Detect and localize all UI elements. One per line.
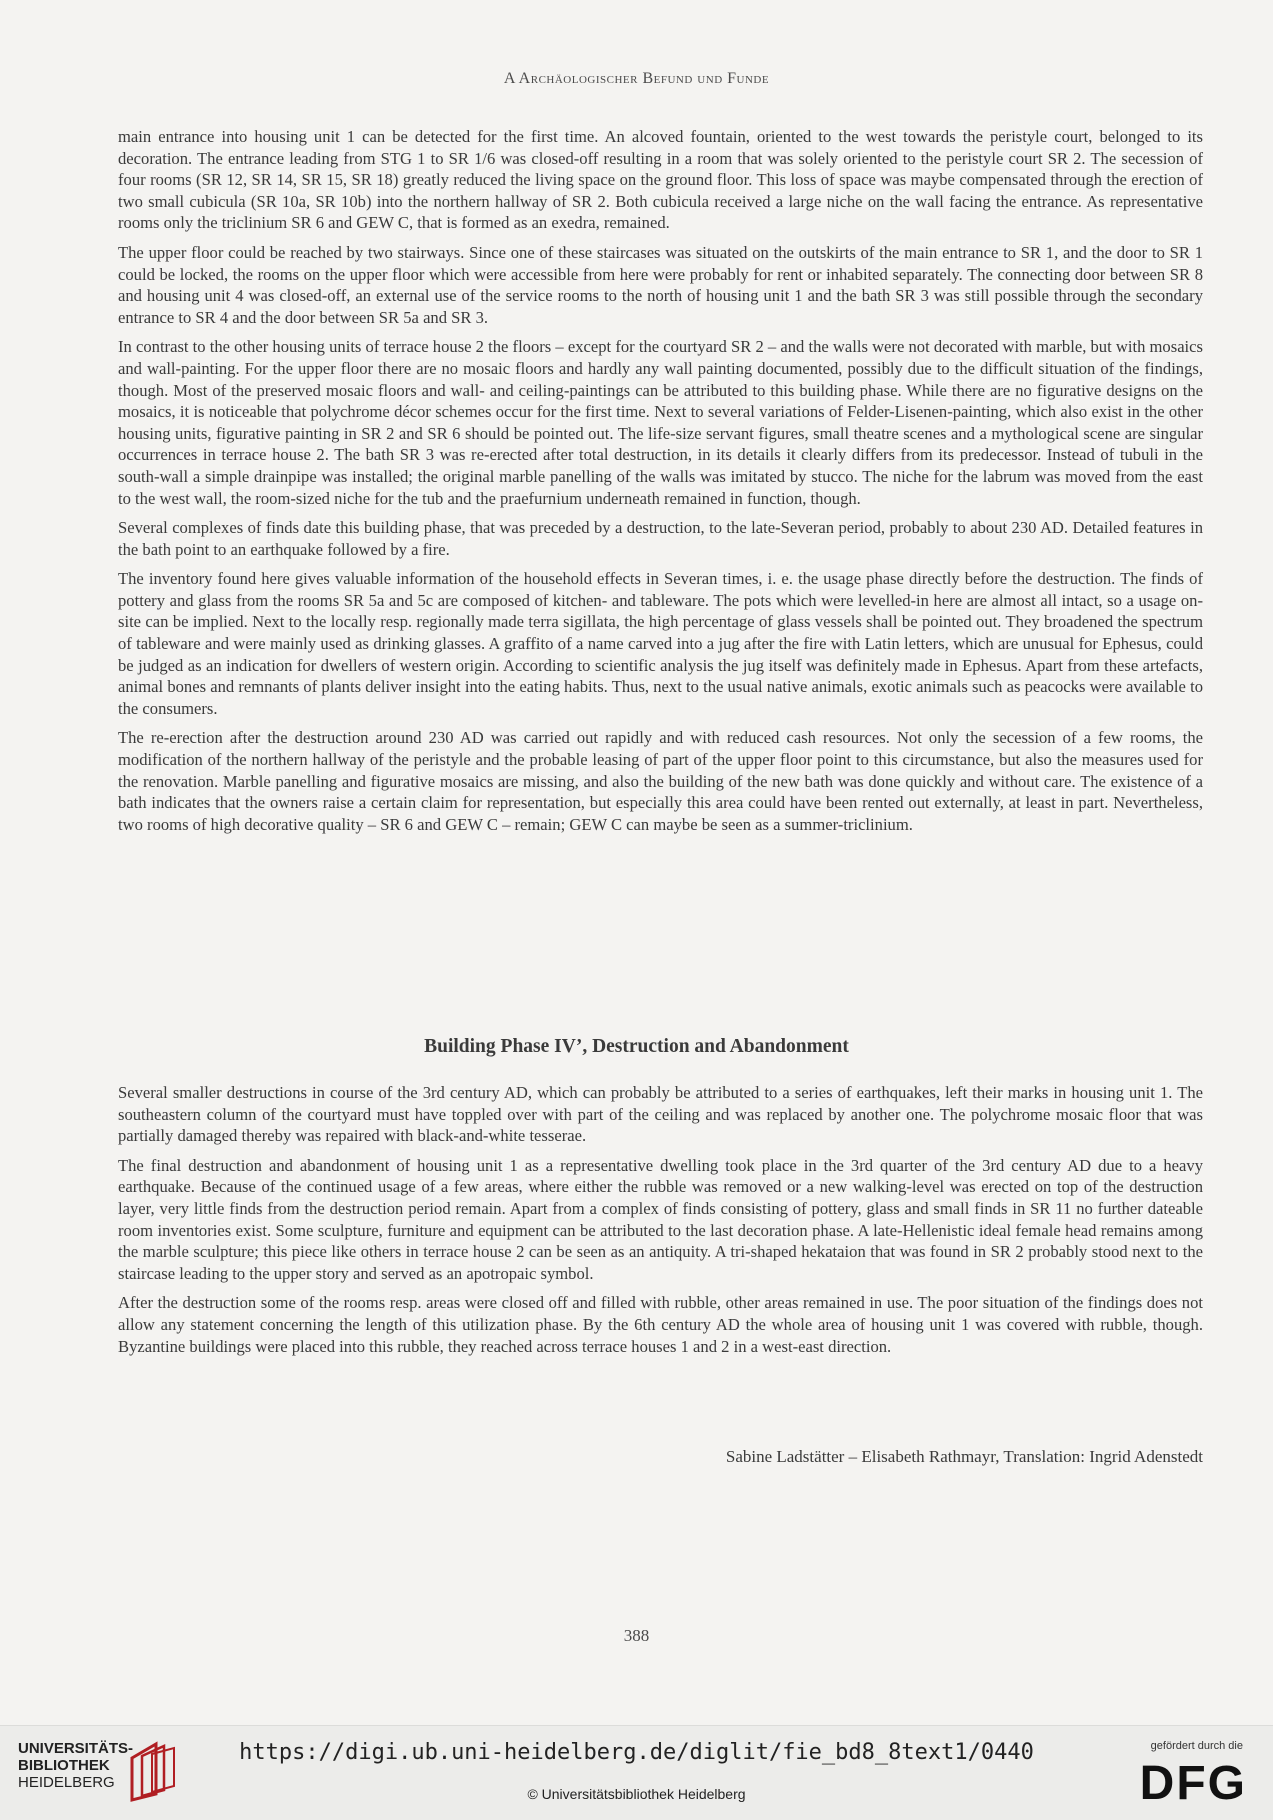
dfg-logo[interactable]: DFG	[1139, 1757, 1247, 1810]
page-number: 388	[623, 1626, 650, 1645]
paragraph: The final destruction and abandonment of housing unit 1 as a representative dwelling took place in the 3rd quarter of the 3rd century AD due to a heavy earthquake. Because of the continued usage of a few areas, where either the rubble was removed or a new walking-level was erected on top of the destruction layer, very little finds from the destruction period remain. Apart from a complex of finds consisting of pottery, glass and small finds in SR 11 no further dateable room inventories exist. Some sculpture, furniture and equipment can be attributed to the last decoration phase. A late-Hellenistic ideal female head remains among the marble sculpture; this piece like others in terrace house 2 can be seen as an antiquity. A tri-shaped hekataion that was found in SR 2 probably stood next to the staircase leading to the upper story and served as an apotropaic symbol.	[118, 1155, 1203, 1283]
funding-label: gefördert durch die	[1150, 1740, 1243, 1752]
body-text-section-1	[118, 126, 1203, 843]
paragraph: The inventory found here gives valuable information of the household effects in Severan times, i. e. the usage phase directly before the destruction. The finds of pottery and glass from the rooms SR 5a and 5c are composed of kitchen- and tableware. The pots which were levelled-in here are almost all intact, so a usage on-site can be implied. Next to the locally resp. regionally made terra sigillata, the high percentage of glass vessels shall be pointed out. They broadened the spectrum of tableware and were mainly used as drinking glasses. A graffito of a name carved into a jug after the fire with Latin letters, which are unusual for Ephesus, could be judged as an indication for dwellers of western origin. According to scientific analysis the jug itself was definitely made in Ephesus. Apart from these artefacts, animal bones and remnants of plants deliver insight into the eating habits. Thus, next to the usual native animals, exotic animals such as peacocks were available to the consumers.	[118, 569, 1203, 718]
library-name-line1: UNIVERSITÄTS-	[18, 1740, 134, 1757]
paragraph: After the destruction some of the rooms resp. areas were closed off and filled with rubble, other areas remained in use. The poor situation of the findings does not allow any statement concerning the length of this utilization phase. By the 6th century AD the whole area of housing unit 1 was covered with rubble, though. Byzantine buildings were placed into this rubble, they reached across terrace houses 1 and 2 in a west-east direction.	[118, 1293, 1203, 1356]
paragraph: Several smaller destructions in course of the 3rd century AD, which can probably be attributed to a series of earthquakes, left their marks in housing unit 1. The southeastern column of the courtyard must have toppled over with part of the ceiling and was replaced by another one. The polychrome mosaic floor that was partially damaged thereby was repaired with black-and-white tesserae.	[118, 1083, 1203, 1146]
paragraph: Several complexes of finds date this building phase, that was preceded by a destruction, to the late-Severan period, probably to about 230 AD. Detailed features in the bath point to an earthquake followed by a fire.	[118, 518, 1203, 559]
paragraph: The upper floor could be reached by two stairways. Since one of these staircases was situated on the outskirts of the main entrance to SR 1, and the door to SR 1 could be locked, the rooms on the upper floor which were accessible from here were probably for rent or inhabited separately. The connecting door between SR 8 and housing unit 4 was closed-off, an external use of the service rooms to the north of housing unit 1 and the bath SR 3 was still possible through the secondary entrance to SR 4 and the door between SR 5a and SR 3.	[118, 242, 1203, 327]
body-text-section-2	[118, 1082, 1203, 1365]
running-head: A Archäologischer Befund und Funde	[503, 70, 770, 87]
copyright-notice: © Universitätsbibliothek Heidelberg	[527, 1786, 746, 1802]
footer-bar	[0, 1725, 1273, 1820]
author-signature: Sabine Ladstätter – Elisabeth Rathmayr, Translation: Ingrid Adenstedt	[725, 1447, 1203, 1466]
document-url-link[interactable]: https://digi.ub.uni-heidelberg.de/diglit/fie_bd8_8text1/0440	[239, 1740, 1034, 1765]
paragraph: In contrast to the other housing units of terrace house 2 the floors – except for the courtyard SR 2 – and the walls were not decorated with marble, but with mosaics and wall-painting. For the upper floor there are no mosaic floors and hardly any wall painting documented, possibly due to the difficult situation of the findings, though. Most of the preserved mosaic floors and wall- and ceiling-paintings can be attributed to this building phase. While there are no figurative designs on the mosaics, it is noticeable that polychrome décor schemes occur for the first time. Next to several variations of Felder-Lisenen-painting, which also exist in the other housing units, figurative painting in SR 2 and SR 6 should be pointed out. The life-size servant figures, small theatre scenes and a mythological scene are singular occurrences in terrace house 2. The bath SR 3 was re-erected after total destruction, in its details it clearly differs from its predecessor. Instead of tubuli in the south-wall a simple drainpipe was installed; the original marble panelling of the walls was imitated by stucco. The niche for the labrum was moved from the east to the west wall, the room-sized niche for the tub and the praefurnium underneath remained in function, though.	[118, 337, 1203, 508]
paragraph: The re-erection after the destruction around 230 AD was carried out rapidly and with reduced cash resources. Not only the secession of a few rooms, the modification of the northern hallway of the peristyle and the probable leasing of part of the upper floor point to this circumstance, but also the measures used for the renovation. Marble panelling and figurative mosaics are missing, and also the building of the new bath was done quickly and without care. The existence of a bath indicates that the owners raise a certain claim for representation, but especially this area could have been rented out externally, at least in part. Nevertheless, two rooms of high decorative quality – SR 6 and GEW C – remain; GEW C can maybe be seen as a summer-triclinium.	[118, 728, 1203, 834]
library-name-line2: BIBLIOTHEK	[18, 1757, 110, 1774]
paragraph: main entrance into housing unit 1 can be detected for the first time. An alcoved fountain, oriented to the west towards the peristyle court, belonged to its decoration. The entrance leading from STG 1 to SR 1/6 was closed-off resulting in a room that was solely oriented to the peristyle court SR 2. The secession of four rooms (SR 12, SR 14, SR 15, SR 18) greatly reduced the living space on the ground floor. This loss of space was maybe compensated through the erection of two small cubicula (SR 10a, SR 10b) into the northern hallway of SR 2. Both cubicula received a large niche on the wall facing the entrance. As representative rooms only the triclinium SR 6 and GEW C, that is formed as an exedra, remained.	[118, 127, 1203, 233]
library-name-line3: HEIDELBERG	[18, 1774, 115, 1791]
section-heading: Building Phase IV’, Destruction and Abandonment	[424, 1036, 849, 1057]
